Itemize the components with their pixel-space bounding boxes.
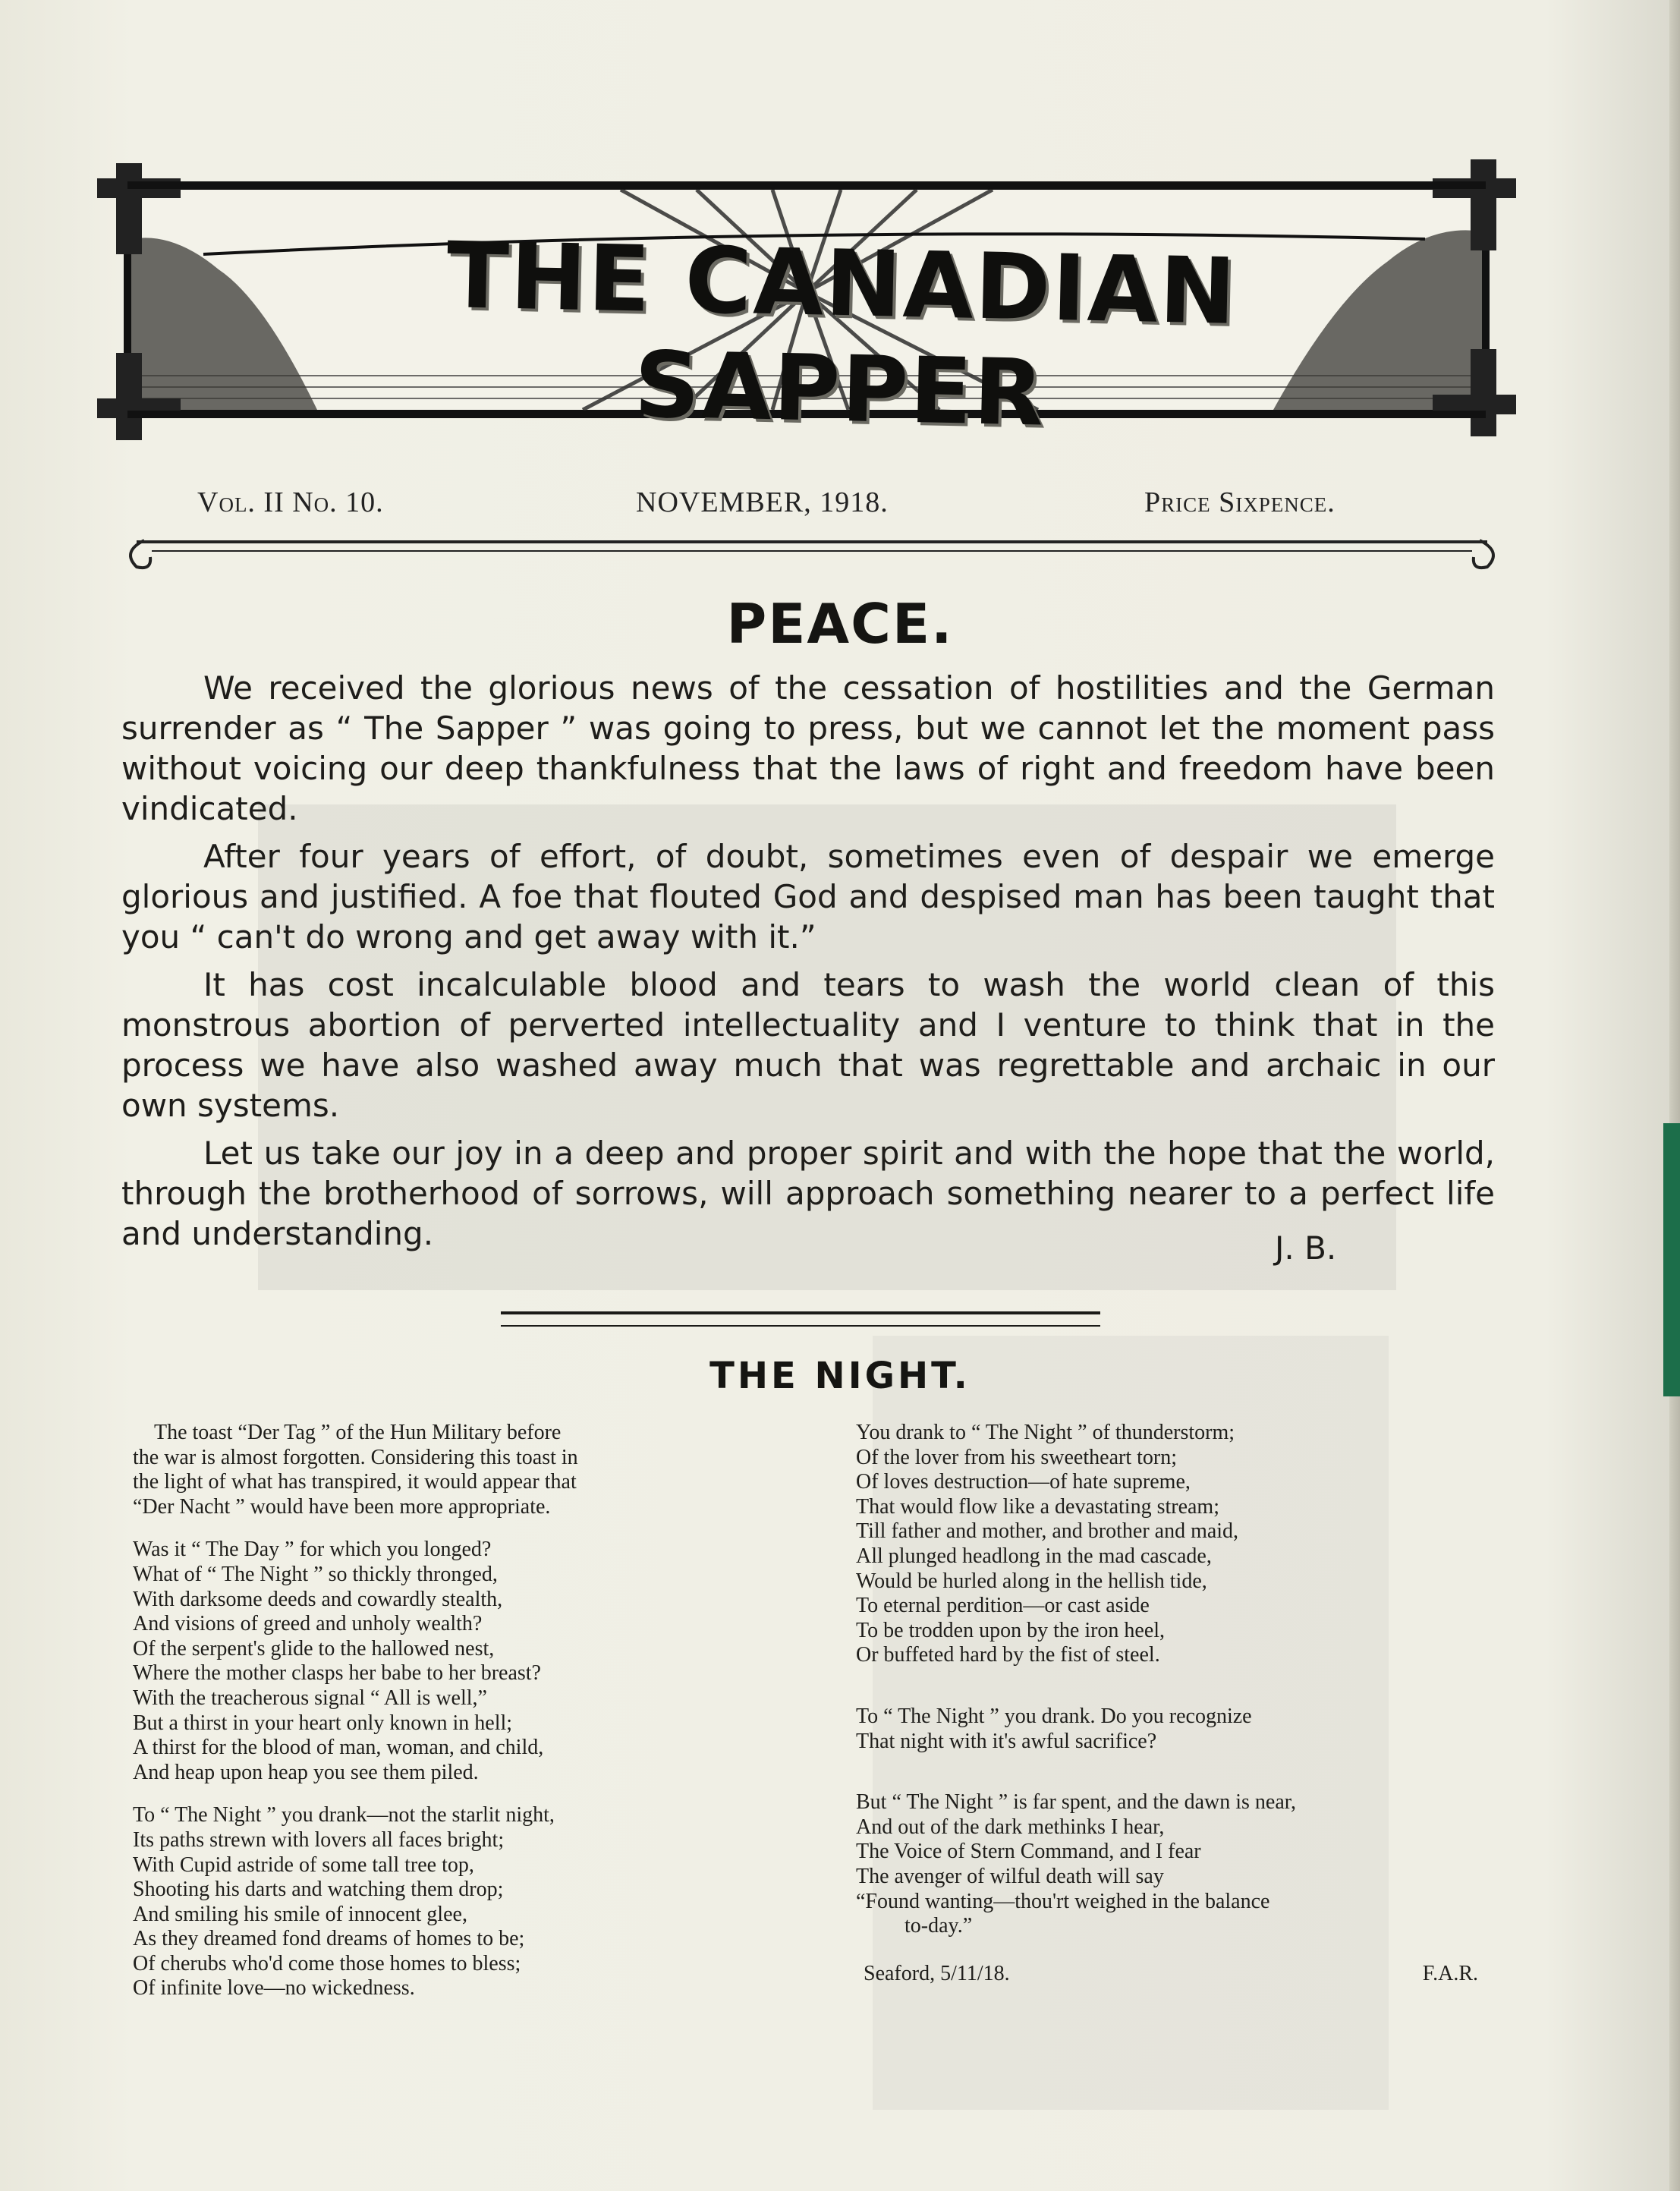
poem-line: And visions of greed and unholy wealth? (133, 1612, 483, 1636)
issue-date: NOVEMBER, 1918. (636, 486, 889, 518)
poem-line: But a thirst in your heart only known in hell; (133, 1711, 513, 1735)
peace-paragraph: Let us take our joy in a deep and proper spirit and with the hope that the world, through the brotherhood of sorrows, will approach something nearer to a perfect life and understanding. (121, 1135, 1495, 1252)
poem-place-date: Seaford, 5/11/18. (864, 1961, 1010, 1985)
issue-price: Price Sixpence. (1144, 486, 1336, 518)
poem-line: Was it “ The Day ” for which you longed? (133, 1538, 492, 1562)
article-heading-peace: PEACE. (726, 592, 954, 656)
poem-line: Of loves destruction—of hate supreme, (856, 1470, 1191, 1494)
poem-line: With Cupid astride of some tall tree top, (133, 1853, 474, 1877)
poem-line: Where the mother clasps her babe to her breast? (133, 1661, 541, 1686)
poem-line: What of “ The Night ” so thickly thronged, (133, 1562, 498, 1586)
poem-line: With darksome deeds and cowardly stealth, (133, 1587, 503, 1611)
poem-intro-line: “Der Nacht ” would have been more appropriate. (133, 1494, 551, 1519)
masthead-banner (90, 148, 1524, 448)
ornate-rule (121, 533, 1502, 578)
poem-line: “Found wanting—thou'rt weighed in the balance (856, 1889, 1270, 1913)
poem-intro-line: the light of what has transpired, it would appear that (133, 1470, 577, 1494)
poem-line: Of the serpent's glide to the hallowed nest, (133, 1636, 495, 1661)
poem-initials: F.A.R. (1422, 1961, 1478, 1985)
poem-line: A thirst for the blood of man, woman, and child, (133, 1736, 544, 1760)
poem-line: And heap upon heap you see them piled. (133, 1760, 479, 1784)
poem-line: All plunged headlong in the mad cascade, (856, 1544, 1212, 1568)
poem-line: Shooting his darts and watching them drop; (133, 1878, 504, 1902)
poem-line: Of cherubs who'd come those homes to bless; (133, 1951, 521, 1975)
masthead-title: THE CANADIAN SAPPER (445, 223, 1238, 447)
section-divider (501, 1311, 1100, 1327)
poem-line: Till father and mother, and brother and maid, (856, 1519, 1239, 1544)
poem-line: That night with it's awful sacrifice? (856, 1729, 1157, 1753)
poem-line: Of the lover from his sweetheart torn; (856, 1445, 1177, 1469)
poem-line: The Voice of Stern Command, and I fear (856, 1840, 1201, 1864)
peace-paragraph: We received the glorious news of the cessation of hostilities and the German surrender as “ The Sapper ” was going to press, but we cannot let the moment pass without voicing our deep thankfulness that the laws of right and freedom have been vindicated. (121, 669, 1495, 827)
poem-column-left (133, 1421, 778, 2001)
poem-line: To “ The Night ” you drank. Do you recognize (856, 1704, 1252, 1728)
poem-line: To be trodden upon by the iron heel, (856, 1618, 1166, 1642)
poem-line: But “ The Night ” is far spent, and the dawn is near, (856, 1790, 1296, 1815)
poem-intro-line: the war is almost forgotten. Considering this toast in (133, 1445, 578, 1469)
poem-line: To eternal perdition—or cast aside (856, 1594, 1150, 1618)
peace-paragraph: After four years of effort, of doubt, sometimes even of despair we emerge glorious and justified. A foe that flouted God and despised man has been taught that you “ can't do wrong and get away with it.” (121, 838, 1495, 955)
page-spine-edge (1669, 0, 1680, 2191)
poem-intro-line: The toast “Der Tag ” of the Hun Military before (154, 1421, 562, 1444)
poem-line: to-day.” (904, 1914, 973, 1938)
poem-line: That would flow like a devastating stream; (856, 1494, 1219, 1519)
poem-line: Of infinite love—no wickedness. (133, 1976, 415, 2001)
poem-line: With the treacherous signal “ All is well,” (133, 1686, 487, 1710)
peace-signature: J. B. (1275, 1229, 1337, 1267)
poem-column-right (856, 1421, 1509, 1987)
poem-line: As they dreamed fond dreams of homes to be; (133, 1927, 525, 1951)
volume-number: Vol. II No. 10. (197, 486, 384, 518)
poem-line: You drank to “ The Night ” of thunderstorm; (856, 1421, 1235, 1444)
poem-line: Or buffeted hard by the fist of steel. (856, 1643, 1160, 1667)
poem-line: The avenger of wilful death will say (856, 1864, 1164, 1888)
poem-line: To “ The Night ” you drank—not the starlit night, (133, 1803, 555, 1827)
poem-line: And out of the dark methinks I hear, (856, 1815, 1165, 1839)
poem-line: And smiling his smile of innocent glee, (133, 1902, 467, 1926)
article-body-peace (121, 668, 1495, 1261)
poem-heading-night: THE NIGHT. (709, 1355, 971, 1397)
poem-line: Would be hurled along in the hellish tide, (856, 1569, 1207, 1593)
poem-footer (856, 1962, 1509, 1987)
poem-line: Its paths strewn with lovers all faces bright; (133, 1827, 505, 1852)
peace-paragraph: It has cost incalculable blood and tears to wash the world clean of this monstrous abortion of perverted intellectuality and I venture to think that in the process we have also washed away much that was regrettable and archaic in our own systems. (121, 966, 1495, 1124)
